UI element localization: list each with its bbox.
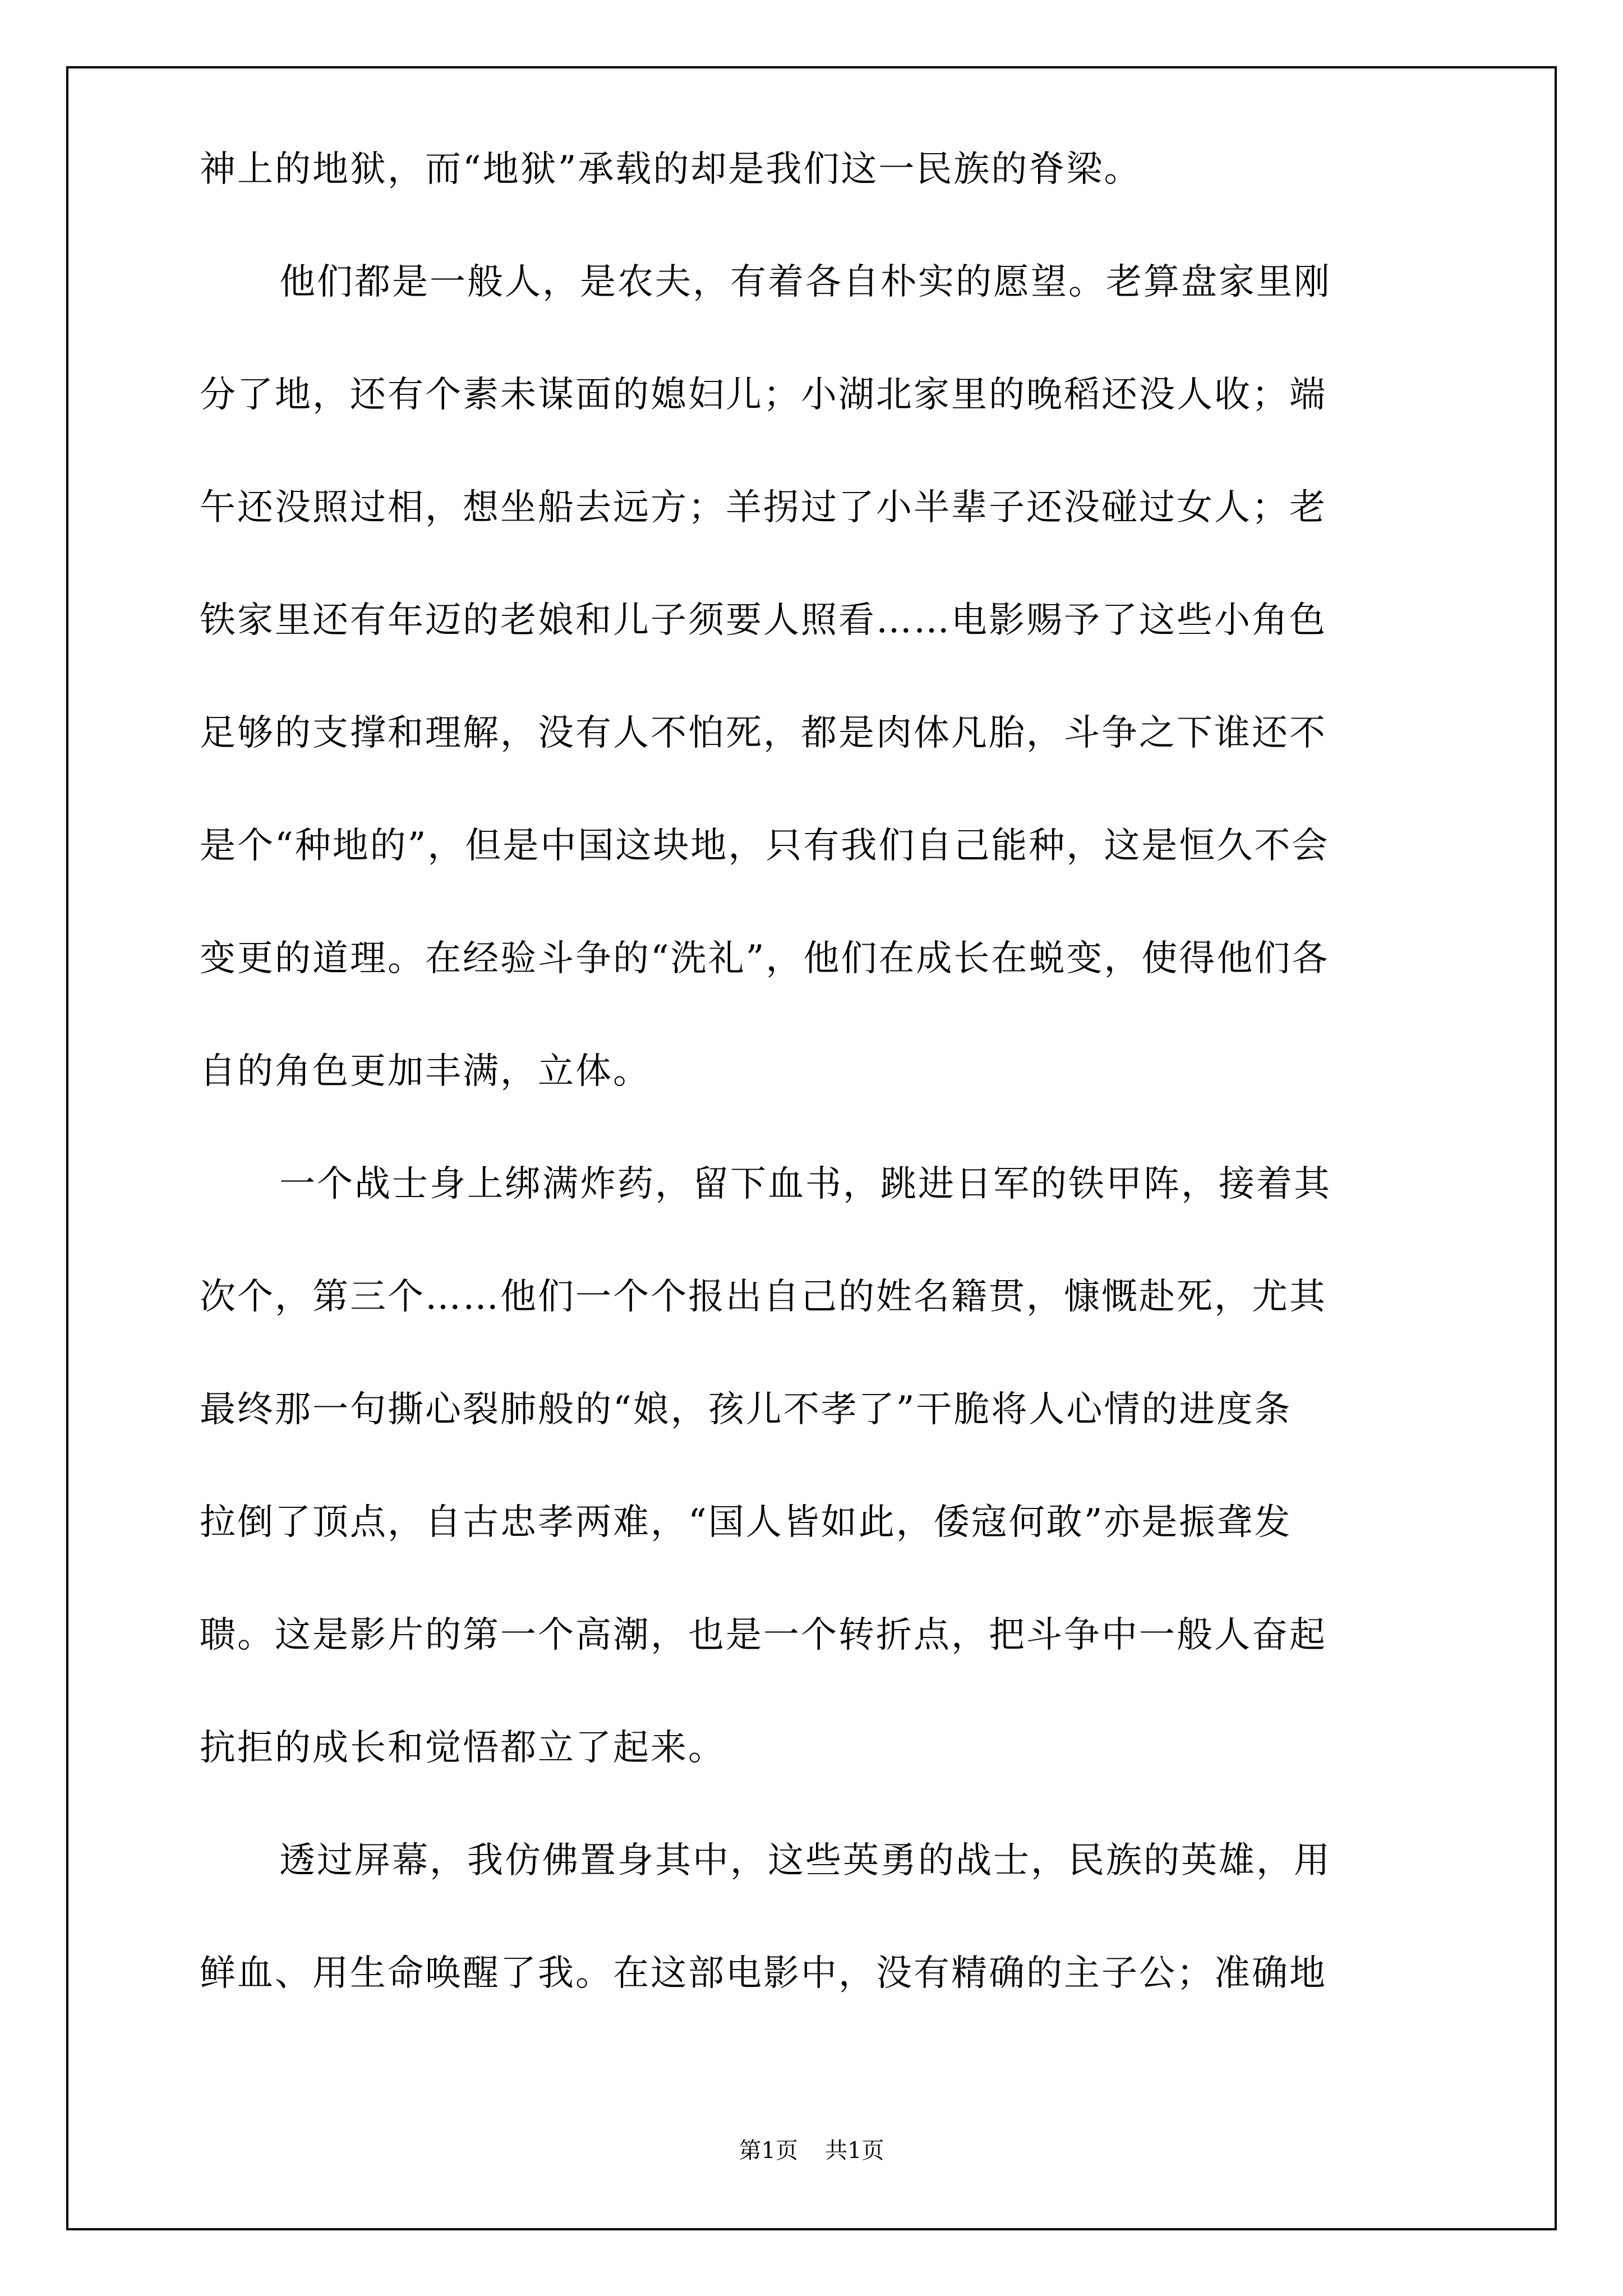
- text-line: 拉倒了顶点，自古忠孝两难，“国人皆如此，倭寇何敢”亦是振聋发: [200, 1502, 1292, 1543]
- text-line: 自的角色更加丰满，立体。: [200, 1051, 651, 1092]
- text-line: 一个战士身上绑满炸药，留下血书，跳进日军的铁甲阵，接着其: [279, 1163, 1331, 1205]
- paragraph: [200, 1805, 1450, 2030]
- text-line: 午还没照过相，想坐船去远方；羊拐过了小半辈子还没碰过女人；老: [200, 487, 1327, 528]
- paragraph: [200, 113, 1450, 226]
- text-line: 是个“种地的”，但是中国这块地，只有我们自己能种，这是恒久不会: [200, 825, 1330, 867]
- page-footer: [0, 2137, 1623, 2164]
- text-line: 变更的道理。在经验斗争的“洗礼”，他们在成长在蜕变，使得他们各: [200, 938, 1330, 979]
- document-body: [200, 149, 1450, 2030]
- text-line: 最终那一句撕心裂肺般的“娘，孩儿不孝了”干脆将人心情的进度条: [200, 1389, 1292, 1430]
- text-line: 次个，第三个……他们一个个报出自己的姓名籍贯，慷慨赴死，尤其: [200, 1276, 1327, 1318]
- text-line: 神上的地狱，而“地狱”承载的却是我们这一民族的脊梁。: [200, 149, 1142, 190]
- text-line: 聩。这是影片的第一个高潮，也是一个转折点，把斗争中一般人奋起: [200, 1614, 1327, 1656]
- text-line: 透过屏幕，我仿佛置身其中，这些英勇的战士，民族的英雄，用: [279, 1840, 1331, 1881]
- text-line: 他们都是一般人，是农夫，有着各自朴实的愿望。老算盘家里刚: [279, 261, 1331, 303]
- text-line: 鲜血、用生命唤醒了我。在这部电影中，没有精确的主子公；准确地: [200, 1953, 1327, 1994]
- paragraph: [200, 226, 1450, 1128]
- page-number: 第1页: [739, 2138, 798, 2164]
- text-line: 抗拒的成长和觉悟都立了起来。: [200, 1727, 726, 1769]
- page-total: 共1页: [825, 2138, 884, 2164]
- text-line: 分了地，还有个素未谋面的媳妇儿；小湖北家里的晚稻还没人收；端: [200, 374, 1327, 416]
- text-line: 足够的支撑和理解，没有人不怕死，都是肉体凡胎，斗争之下谁还不: [200, 712, 1327, 754]
- paragraph: [200, 1128, 1450, 1805]
- text-line: 铁家里还有年迈的老娘和儿子须要人照看……电影赐予了这些小角色: [200, 600, 1327, 641]
